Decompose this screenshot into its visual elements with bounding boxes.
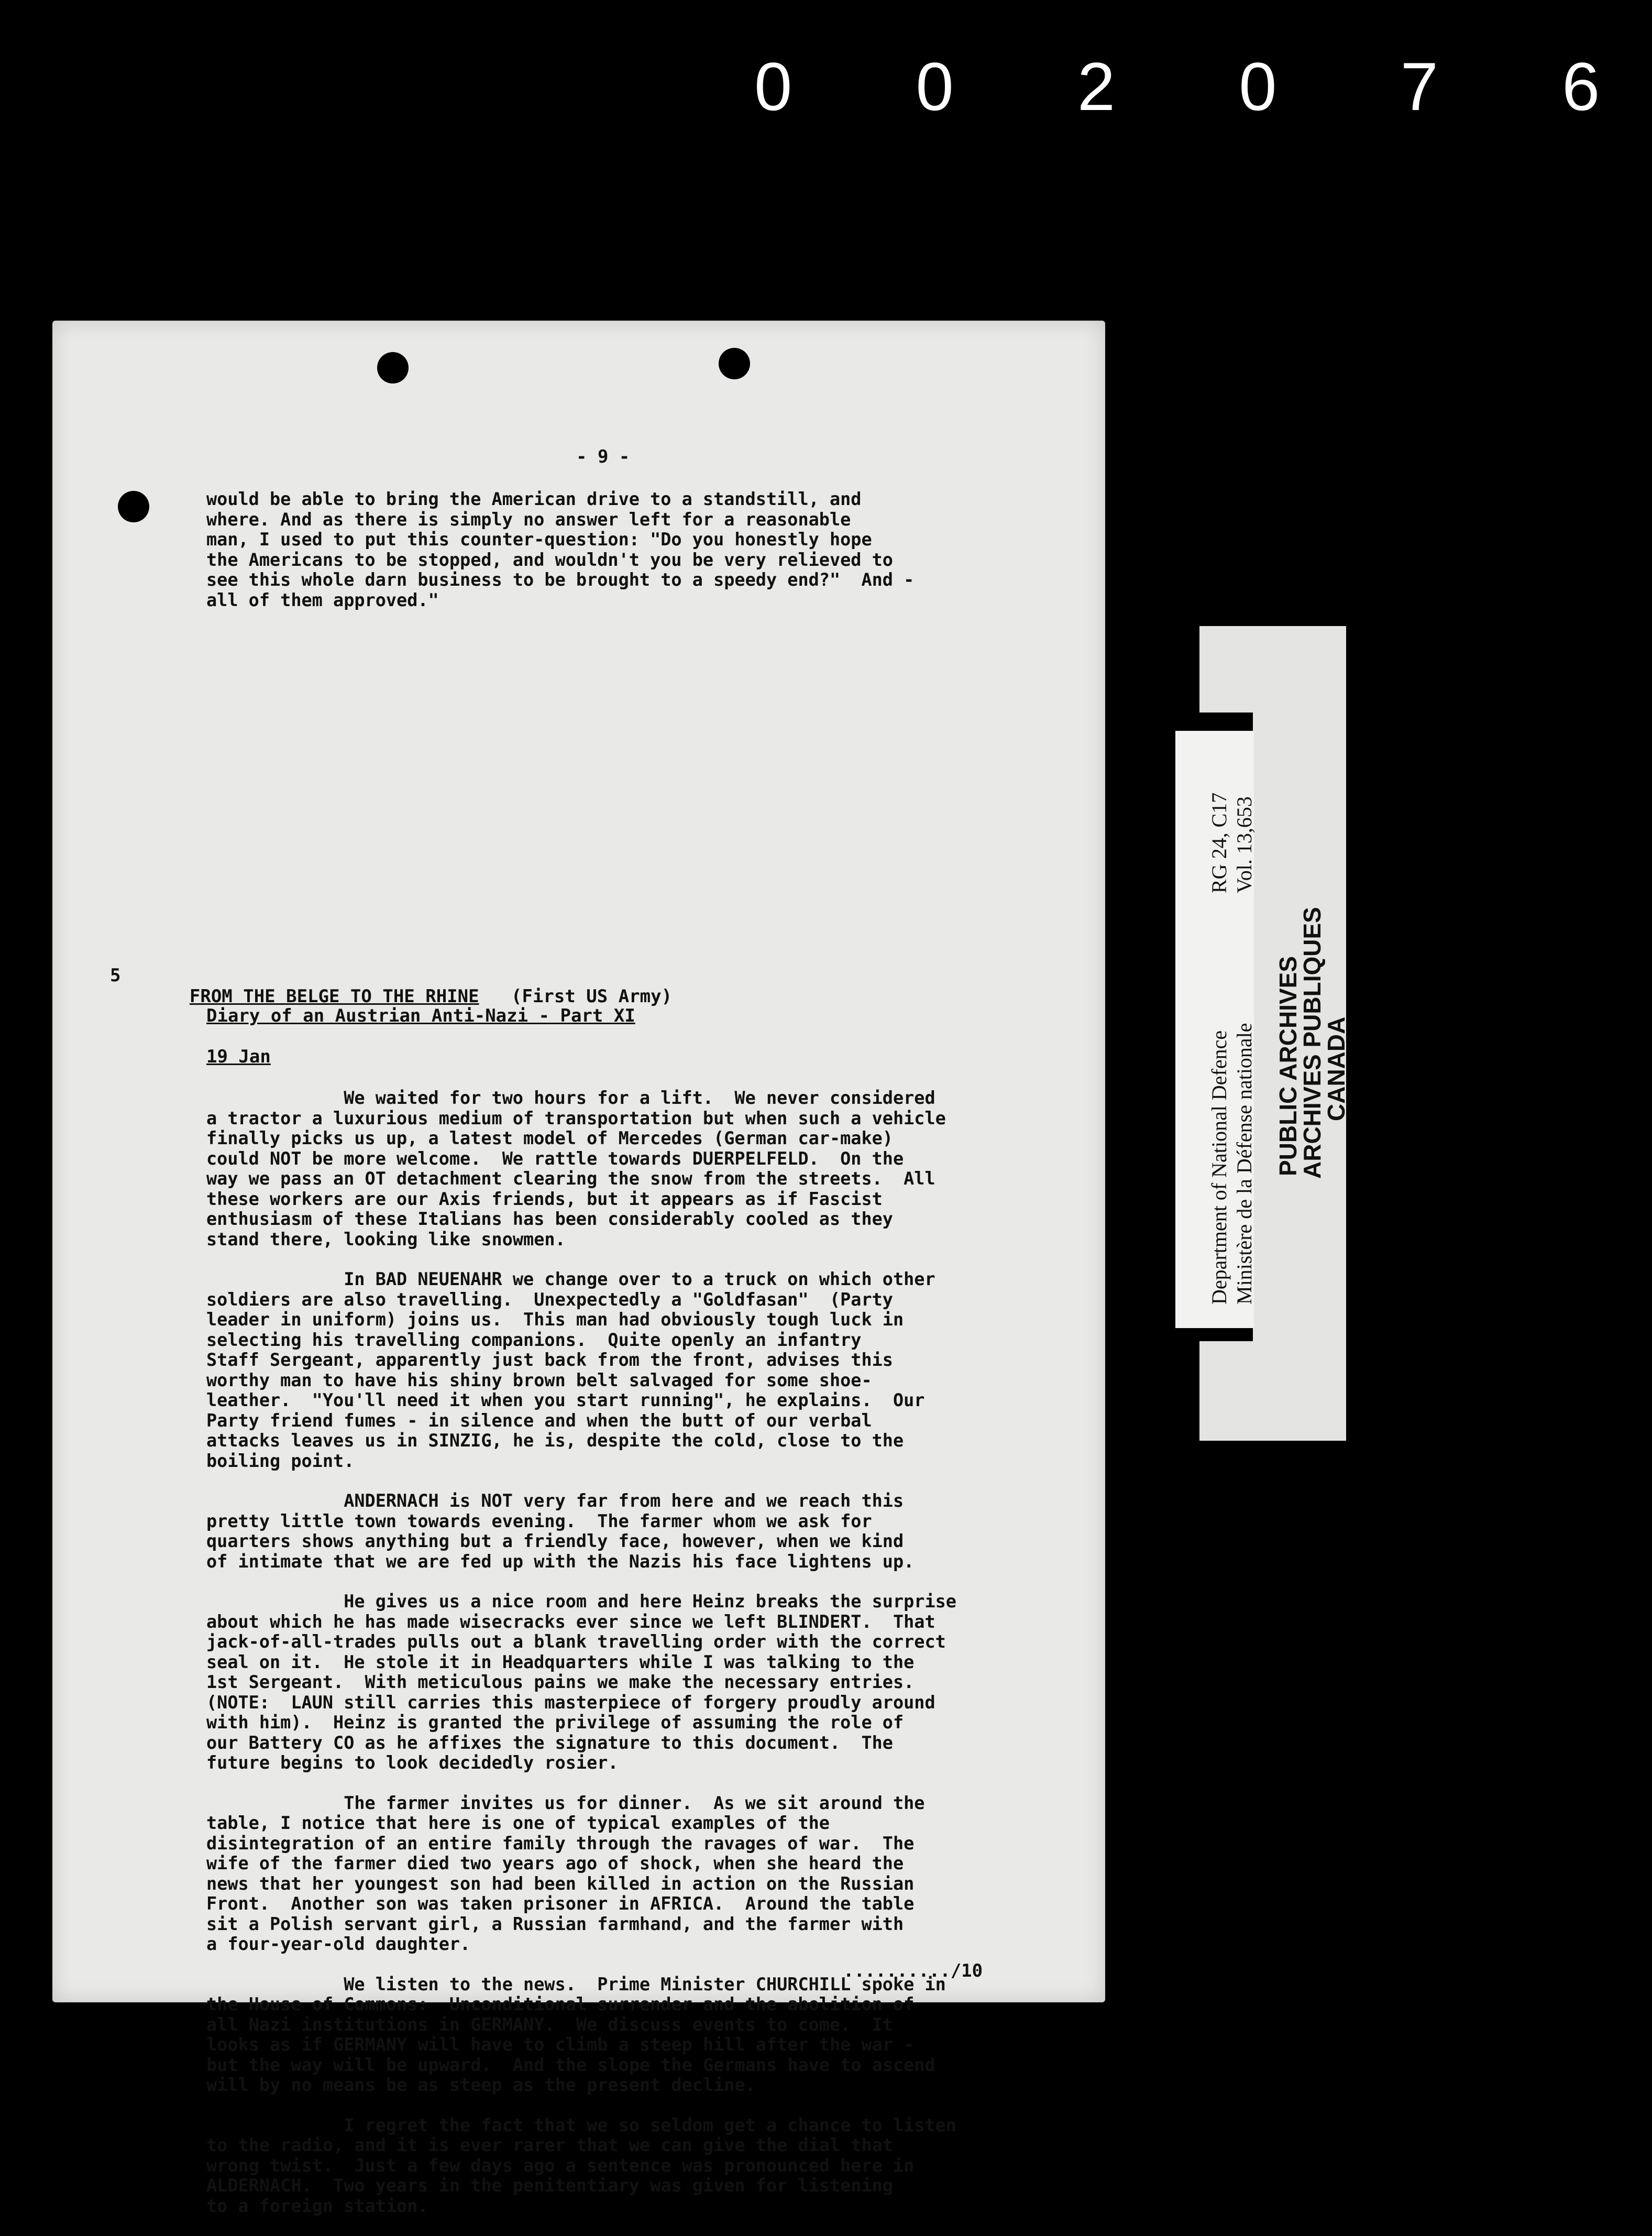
diary-paragraph — [206, 2116, 1107, 2217]
paragraph-line: all Nazi institutions in GERMANY. We discuss events to come. It — [206, 2014, 893, 2035]
archive-card-line-3: CANADA — [1323, 1016, 1350, 1121]
paragraph-line: to the radio, and it is ever rarer that we can give the dial that — [206, 2135, 893, 2155]
stamp-record-group: RG 24, C17 — [1207, 792, 1231, 893]
quote-line: where. And as there is simply no answer left for a reasonable — [206, 509, 851, 530]
paragraph-line: quarters shows anything but a friendly face, however, when we kind — [206, 1531, 904, 1551]
paragraph-line: of intimate that we are fed up with the Nazis his face lightens up. — [206, 1551, 915, 1572]
section-unit: (First US Army) — [511, 986, 673, 1007]
paragraph-line: news that her youngest son had been killed in action on the Russian — [206, 1873, 915, 1894]
diary-paragraph — [206, 1491, 1107, 1572]
paragraph-line: We waited for two hours for a lift. We never considered — [206, 1088, 935, 1108]
paragraph-line: table, I notice that here is one of typical examples of the — [206, 1813, 830, 1833]
quote-line: man, I used to put this counter-question: "Do you honestly hope — [206, 529, 872, 550]
paragraph-line: wrong twist. Just a few days ago a sentence was pronounced here in — [206, 2155, 915, 2176]
diary-paragraph — [206, 1269, 1107, 1471]
paragraph-line: future begins to look decidedly rosier. — [206, 1752, 619, 1773]
quote-line: see this whole darn business to be brought to a speedy end?" And - — [206, 569, 915, 590]
page-number: - 9 - — [576, 446, 630, 467]
quote-line: all of them approved." — [206, 589, 439, 610]
paragraph-line: ANDERNACH is NOT very far from here and we reach this — [206, 1490, 904, 1511]
paragraph-line: way we pass an OT detachment clearing the snow from the streets. All — [206, 1168, 935, 1189]
paragraph-line: (NOTE: LAUN still carries this masterpiece of forgery proudly around — [206, 1692, 935, 1713]
archive-card-line-2: ARCHIVES PUBLIQUES — [1298, 907, 1326, 1179]
diary-date: 19 Jan — [206, 1046, 271, 1067]
paragraph-line: In BAD NEUENAHR we change over to a truck on which other — [206, 1269, 935, 1289]
paragraph-line: ALDERNACH. Two years in the penitentiary was given for listening — [206, 2175, 893, 2196]
diary-paragraph — [206, 1088, 1107, 1249]
paragraph-line: seal on it. He stole it in Headquarters while I was talking to the — [206, 1651, 915, 1672]
paragraph-line: enthusiasm of these Italians has been considerably cooled as they — [206, 1209, 893, 1229]
paragraph-line: leather. "You'll need it when you start running", he explains. Our — [206, 1390, 925, 1410]
paragraph-line: jack-of-all-trades pulls out a blank travelling order with the correct — [206, 1631, 946, 1652]
stamp-department-fr: Ministère de la Défense nationale — [1232, 1023, 1256, 1305]
document-page — [52, 321, 1105, 2216]
paragraph-line: our Battery CO as he affixes the signature to this document. The — [206, 1732, 893, 1753]
frame-number: 0 0 2 0 7 6 — [754, 48, 1652, 125]
paragraph-line: boiling point. — [206, 1450, 355, 1471]
paragraph-line: finally picks us up, a latest model of Mercedes (German car-make) — [206, 1128, 893, 1148]
punch-hole — [377, 352, 409, 383]
paragraph-line: soldiers are also travelling. Unexpectedly a "Goldfasan" (Party — [206, 1289, 893, 1310]
diary-body — [206, 1088, 1107, 2236]
paragraph-line: about which he has made wisecracks ever since we left BLINDERT. That — [206, 1611, 935, 1632]
paragraph-line: 1st Sergeant. With meticulous pains we make the necessary entries. — [206, 1672, 915, 1692]
paragraph-line: disintegration of an entire family through the ravages of war. The — [206, 1833, 915, 1854]
paragraph-line: attacks leaves us in SINZIG, he is, despite the cold, close to the — [206, 1430, 904, 1451]
paragraph-line: wife of the farmer died two years ago of shock, when she heard the — [206, 1853, 904, 1873]
paragraph-line: Front. Another son was taken prisoner in AFRICA. Around the table — [206, 1893, 915, 1914]
section-number: 5 — [110, 965, 121, 986]
paragraph-line: Party friend fumes - in silence and when the butt of our verbal — [206, 1410, 872, 1431]
diary-paragraph — [206, 1975, 1107, 2096]
paragraph-line: the House of Commons: Unconditional surrender and the abolition of — [206, 1994, 915, 2014]
paragraph-line: a four-year-old daughter. — [206, 1934, 471, 1954]
paragraph-line: looks as if GERMANY will have to climb a steep hill after the war - — [206, 2034, 915, 2055]
paragraph-line: Staff Sergeant, apparently just back from the front, advises this — [206, 1350, 893, 1370]
paragraph-line: could NOT be more welcome. We rattle towards DUERPELFELD. On the — [206, 1148, 904, 1169]
paragraph-line: to a foreign station. — [206, 2195, 428, 2216]
paragraph-line: these workers are our Axis friends, but it appears as if Fascist — [206, 1188, 883, 1209]
continuation-marker: ........../10 — [843, 1960, 983, 1981]
paragraph-line: leader in uniform) joins us. This man had obviously tough luck in — [206, 1309, 904, 1330]
paragraph-line: a tractor a luxurious medium of transportation but when such a vehicle — [206, 1108, 946, 1128]
paragraph-line: We listen to the news. Prime Minister CHURCHILL spoke in — [206, 1974, 946, 1994]
quote-block — [206, 489, 1107, 610]
paragraph-line: stand there, looking like snowmen. — [206, 1229, 566, 1249]
paragraph-line: with him). Heinz is granted the privilege of assuming the role of — [206, 1712, 904, 1733]
section-title: FROM THE BELGE TO THE RHINE — [189, 986, 479, 1007]
quote-line: would be able to bring the American drive to a standstill, and — [206, 489, 862, 509]
quote-line: the Americans to be stopped, and wouldn't you be very relieved to — [206, 549, 893, 570]
paragraph-line: selecting his travelling companions. Quite openly an infantry — [206, 1329, 862, 1350]
paragraph-line: but the way will be upward. And the slope the Germans have to ascend — [206, 2054, 935, 2075]
archive-card-line-1: PUBLIC ARCHIVES — [1274, 956, 1302, 1176]
paragraph-line: will by no means be as steep as the present decline. — [206, 2075, 756, 2095]
diary-paragraph — [206, 1592, 1107, 1773]
punch-hole — [118, 491, 149, 522]
paragraph-line: I regret the fact that we so seldom get a chance to listen — [206, 2114, 956, 2135]
paragraph-line: worthy man to have his shiny brown belt salvaged for some shoe- — [206, 1369, 872, 1390]
punch-hole — [719, 348, 750, 379]
paragraph-line: He gives us a nice room and here Heinz breaks the surprise — [206, 1591, 956, 1612]
stamp-department-en: Department of National Defence — [1207, 1030, 1231, 1305]
paragraph-line: pretty little town towards evening. The farmer whom we ask for — [206, 1510, 872, 1531]
stamp-volume: Vol. 13,653 — [1232, 796, 1256, 893]
diary-paragraph — [206, 1793, 1107, 1955]
paragraph-line: The farmer invites us for dinner. As we sit around the — [206, 1792, 925, 1813]
paragraph-line: sit a Polish servant girl, a Russian farmhand, and the farmer with — [206, 1913, 904, 1934]
section-subtitle: Diary of an Austrian Anti-Nazi - Part XI — [206, 1005, 635, 1026]
